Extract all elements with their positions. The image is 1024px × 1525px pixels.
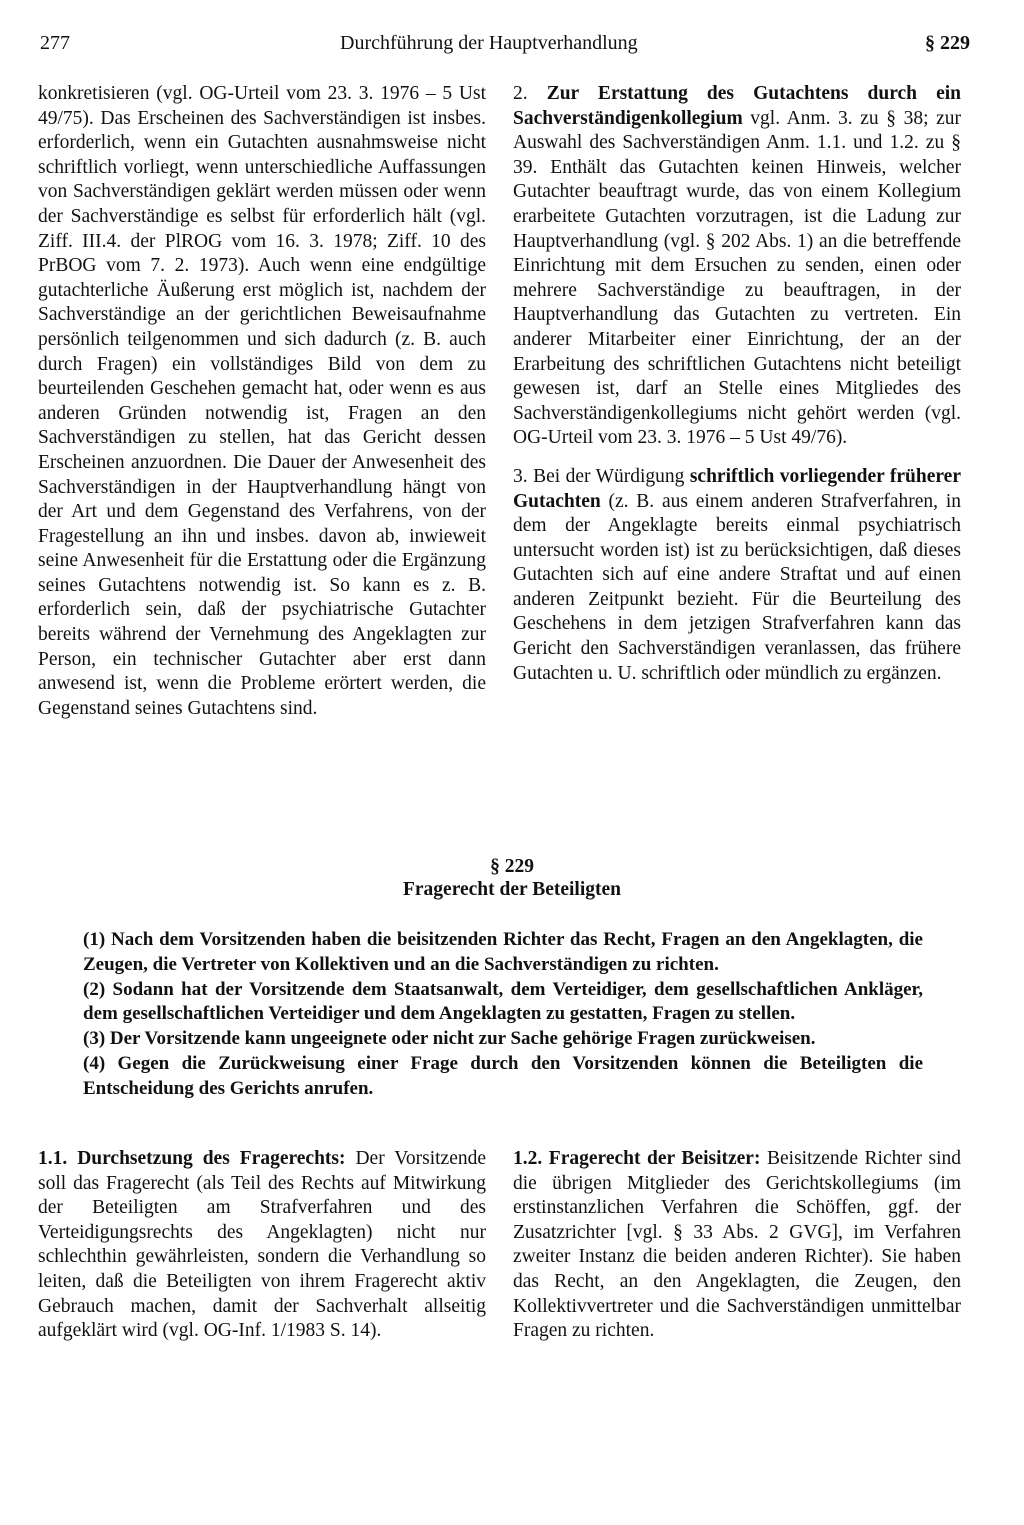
top-right-column xyxy=(513,82,961,686)
note-1-1-heading: 1.1. Durchsetzung des Fragerechts: xyxy=(38,1148,346,1169)
note-1-2-paragraph xyxy=(513,1147,961,1344)
note-2-paragraph xyxy=(513,82,961,451)
note-1-1-paragraph xyxy=(38,1147,486,1344)
statute-paragraph-2: (2) Sodann hat der Vorsitzende dem Staatsanwalt, dem Verteidiger, dem gesellschaftlichen Ankläger, dem gesellschaftlichen Verteidiger und dem Angeklagten zu gestatten, Fragen zu stellen. xyxy=(83,978,923,1025)
commentary-paragraph: konkretisieren (vgl. OG-Urteil vom 23. 3. 1976 – 5 Ust 49/75). Das Erscheinen des Sachverständigen ist insbes. erforderlich, wenn ein Gutachten ausnahmsweise nicht schriftlich vorliegt, wenn unterschiedliche Auffassungen von Sachverständigen geklärt werden müssen oder wenn der Sachverständige es selbst für erforderlich hält (vgl. Ziff. III.4. der PlROG vom 16. 3. 1978; Ziff. 10 des PrBOG vom 7. 2. 1973). Auch wenn eine endgültige gutachterliche Äußerung erst möglich ist, nachdem der Sachverständige an der gerichtlichen Beweisaufnahme persönlich teilgenommen und sich dadurch (z. B. auch durch Fragen) ein vollständiges Bild von dem zu beurteilenden Geschehen gemacht hat, oder wenn es aus anderen Gründen notwendig ist, Fragen an den Sachverständigen zu stellen, hat das Gericht dessen Erscheinen anzuordnen. Die Dauer der Anwesenheit des Sachverständigen in der Hauptverhandlung hängt von der Art und dem Gegenstand des Verfahrens, von der Fragestellung an ihn und insbes. davon ab, inwieweit seine Anwesenheit für die Erstattung oder die Ergänzung seines Gutachtens notwendig ist. So kann es z. B. erforderlich sein, daß der psychiatrische Gutachter bereits während der Vernehmung des Angeklagten zur Person, ein technischer Gutachter aber erst dann anwesend ist, wenn die Probleme erörtert werden, die Gegenstand seines Gutachtens sind. xyxy=(38,83,486,719)
statute-paragraph-1: (1) Nach dem Vorsitzenden haben die beisitzenden Richter das Recht, Fragen an den Angeklagten, die Zeugen, die Vertreter von Kollektiven und an die Sachverständigen zu richten. xyxy=(83,929,923,975)
note-3-heading: schriftlich vorliegender früherer Gutachten xyxy=(513,465,961,512)
statute-text xyxy=(83,928,923,1102)
note-1-2-text: Beisitzende Richter sind die übrigen Mitglieder des Gerichtskollegiums (im erstinstanzlichen Verfahren die Schöffen, ggf. der Zusatzrichter [vgl. § 33 Abs. 2 GVG], im Verfahren zweiter Instanz die beiden anderen Richter). Sie haben das Recht, an den Angeklagten, die Zeugen, den Kollektivvertreter und die Sachverständigen unmittelbar Fragen zu richten. xyxy=(513,1148,962,1342)
note-2-heading: Zur Erstattung des Gutachtens durch ein Sachverständigenkollegium xyxy=(513,83,961,129)
bottom-right-column xyxy=(513,1147,961,1344)
note-1-2-heading: 1.2. Fragerecht der Beisitzer: xyxy=(513,1148,761,1169)
note-3-intro: Bei der Würdigung xyxy=(533,465,685,487)
page-header xyxy=(40,32,970,60)
bottom-left-column xyxy=(38,1147,486,1344)
note-3-number: 3. xyxy=(513,465,528,487)
section-number: § 229 xyxy=(490,856,534,877)
note-3-text: (z. B. aus einem anderen Strafverfahren, in dem der Angeklagte bereits einmal psychiatrisch untersucht worden ist) ist zu berücksichtigen, daß dieses Gutachten sich auf eine andere Straftat und auf einen anderen Zeitpunkt bezieht. Für die Beurteilung des Geschehens in dem jetzigen Strafverfahren kann das Gericht den Sachverständigen veranlassen, das frühere Gutachten u. U. schriftlich oder mündlich zu ergänzen. xyxy=(513,490,961,684)
note-2-text: vgl. Anm. 3. zu § 38; zur Auswahl des Sachverständigen Anm. 1.1. und 1.2. zu § 39. Enthält das Gutachten keinen Hinweis, welcher Gutachter beauftragt wurde, das von einem Kollegium erarbeitete Gutachten vorzutragen, ist die Ladung zur Hauptverhandlung (vgl. § 202 Abs. 1) an die betreffende Einrichtung mit dem Ersuchen zu senden, einen oder mehrere Sachverständige zu beauftragen, in der Hauptverhandlung das Gutachten zu vertreten. Ein anderer Mitarbeiter einer Einrichtung, der an der Erarbeitung des schriftlichen Gutachtens nicht beteiligt gewesen ist, darf an Stelle eines Mitgliedes des Sachverständigenkollegiums nicht gehört werden (vgl. OG-Urteil vom 23. 3. 1976 – 5 Ust 49/76). xyxy=(513,107,961,449)
note-1-1-text: Der Vorsitzende soll das Fragerecht (als Teil des Rechts auf Mitwirkung der Beteiligten am Strafverfahren und des Verteidigungsrechts des Angeklagten) nicht nur schlechthin gewährleisten, sondern die Verhandlung so leiten, daß die Beteiligten von ihrem Fragerecht aktiv Gebrauch machen, damit der Sachverhalt allseitig aufgeklärt wird (vgl. OG-Inf. 1/1983 S. 14). xyxy=(38,1148,486,1342)
statute-paragraph-3: (3) Der Vorsitzende kann ungeeignete oder nicht zur Sache gehörige Fragen zurückweisen. xyxy=(83,1028,816,1050)
top-left-column xyxy=(38,82,486,721)
note-2-number: 2. xyxy=(513,83,528,104)
section-reference: § 229 xyxy=(925,32,970,54)
running-title: Durchführung der Hauptverhandlung xyxy=(340,32,638,54)
statute-paragraph-4: (4) Gegen die Zurückweisung einer Frage durch den Vorsitzenden können die Beteiligten die Entscheidung des Gerichts anrufen. xyxy=(83,1052,923,1099)
section-title: Fragerecht der Beteiligten xyxy=(402,879,622,900)
page-number: 277 xyxy=(40,32,70,54)
note-3-paragraph xyxy=(513,465,961,686)
